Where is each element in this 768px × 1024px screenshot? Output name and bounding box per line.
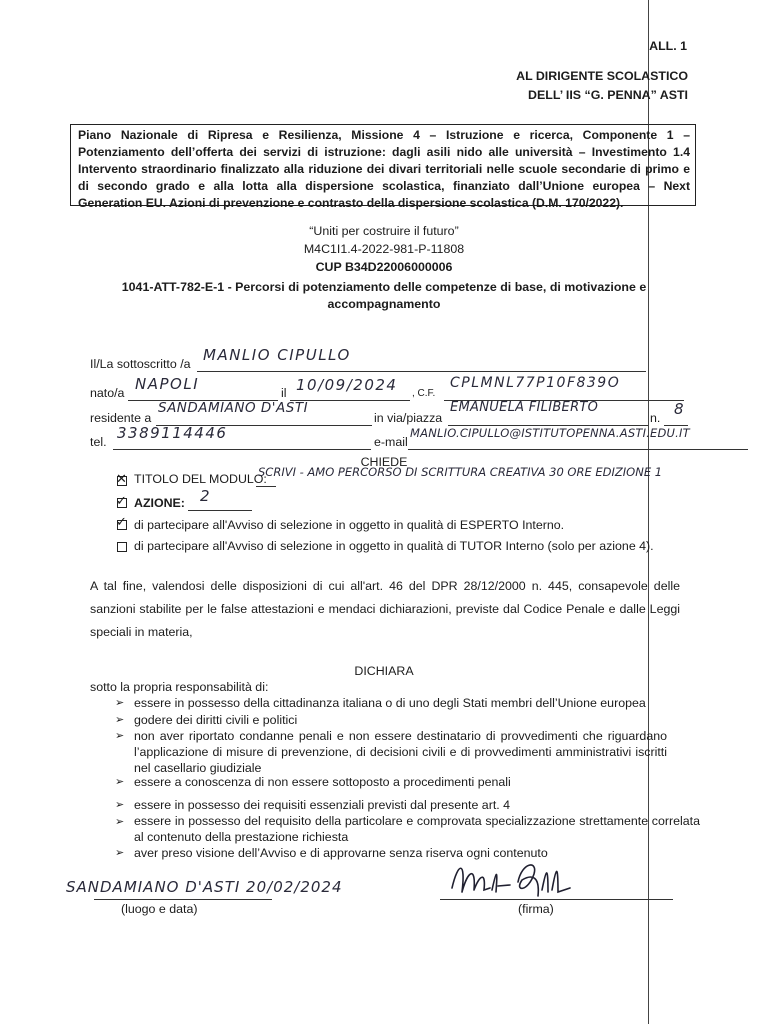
bullet-arrow-icon: ➢	[115, 697, 125, 709]
cf-label: , C.F.	[412, 388, 436, 399]
chiede-heading: CHIEDE	[360, 455, 408, 469]
residente-label: residente a	[90, 411, 152, 425]
dichiara-intro: sotto la propria responsabilità di:	[90, 680, 269, 694]
tel-underline	[113, 449, 371, 450]
bullet-arrow-icon: ➢	[115, 714, 125, 726]
bullet-arrow-icon: ➢	[115, 799, 125, 811]
titolo-check-mark: ✕	[116, 471, 127, 486]
residente-value[interactable]: SANDAMIANO D'ASTI	[158, 400, 309, 416]
azione-check-mark: ✓	[116, 493, 127, 508]
azione-value[interactable]: 2	[200, 487, 212, 505]
firma-label: (firma)	[518, 902, 554, 916]
project-title-line-2: accompagnamento	[327, 297, 441, 311]
pnrr-info-text: Piano Nazionale di Ripresa e Resilienza, Missione 4 – Istruzione e ricerca, Componente 1 – Potenziamento dell’offerta dei servizi di istruzione: dagli asili nido alle università – Investimento 1.4 Intervento straordinario finalizzato alla riduzione dei divari territoriali nelle scuole secondarie di primo e di secondo grado e alla lotta alla dispersione scolastica, finanziato dall’Unione europea – Next Generation EU. Azioni di prevenzione e contrasto della dispersione scolastica (D.M. 170/2022).	[78, 128, 690, 210]
option-tutor: di partecipare all'Avviso di selezione in oggetto in qualità di TUTOR Interno (solo per azione 4).	[134, 539, 654, 553]
cf-value[interactable]: CPLMNL77P10F839O	[450, 375, 621, 391]
via-label: in via/piazza	[374, 411, 443, 425]
il-label: il	[281, 386, 287, 400]
project-cup: CUP B34D22006000006	[315, 260, 453, 274]
nato-value[interactable]: NAPOLI	[135, 375, 200, 393]
declaration-paragraph: A tal fine, valendosi delle disposizioni di cui all'art. 46 del DPR 28/12/2000 n. 445, consapevole delle sanzioni stabilite per le false attestazioni e mendaci dichiarazioni, previste dal Codice Penale e dalle Leggi speciali in materia,	[90, 579, 680, 639]
project-title-line-1: 1041-ATT-782-E-1 - Percorsi di potenziamento delle competenze di base, di motivazione e	[121, 280, 647, 294]
place-date-label: (luogo e data)	[121, 902, 198, 916]
esperto-check-mark: ✓	[116, 514, 127, 529]
email-label: e-mail	[374, 435, 408, 449]
dichiara-item: aver preso visione dell’Avviso e di approvarne senza riserva ogni contenuto	[134, 846, 548, 860]
dichiara-item: essere in possesso dei requisiti essenziali previsti dal presente art. 4	[134, 798, 511, 812]
titolo-value[interactable]: SCRIVI - AMO PERCORSO DI SCRITTURA CREATIVA 30 ORE EDIZIONE 1	[258, 465, 663, 479]
bullet-arrow-icon: ➢	[115, 730, 125, 742]
dichiara-item: godere dei diritti civili e politici	[134, 713, 298, 727]
titolo-label: TITOLO DEL MODULO:	[134, 472, 267, 486]
tutor-checkbox[interactable]	[117, 542, 127, 552]
dichiara-item: essere in possesso della cittadinanza italiana o di uno degli Stati membri dell’Unione europea	[134, 696, 646, 710]
dichiara-item: essere in possesso del requisito della particolare e comprovata specializzazione strettamente correlata al contenuto della prestazione richiesta	[134, 814, 700, 844]
recipient-line-1: AL DIRIGENTE SCOLASTICO	[516, 69, 688, 83]
dichiara-item: non aver riportato condanne penali e non essere destinatario di provvedimenti che riguardano l’applicazione di misure di prevenzione, di decisioni civili e di provvedimenti amministrativi iscritti nel casellario giudiziale	[134, 729, 667, 775]
dichiara-heading: DICHIARA	[354, 664, 414, 678]
numero-label: n.	[650, 411, 661, 425]
recipient-line-2: DELL’ IIS “G. PENNA” ASTI	[528, 88, 688, 102]
place-date-value[interactable]: SANDAMIANO D'ASTI 20/02/2024	[66, 878, 343, 896]
il-value[interactable]: 10/09/2024	[296, 376, 398, 394]
bullet-arrow-icon: ➢	[115, 816, 125, 828]
azione-underline	[188, 510, 252, 511]
project-code: M4C1I1.4-2022-981-P-11808	[303, 242, 465, 256]
numero-value[interactable]: 8	[674, 400, 686, 418]
attachment-label: ALL. 1	[649, 39, 687, 53]
titolo-underline	[256, 486, 276, 487]
email-value[interactable]: MANLIO.CIPULLO@ISTITUTOPENNA.ASTI.EDU.IT	[410, 426, 690, 440]
tel-label: tel.	[90, 435, 107, 449]
place-date-underline	[94, 899, 272, 900]
sottoscritto-value[interactable]: MANLIO CIPULLO	[203, 346, 351, 364]
bullet-arrow-icon: ➢	[115, 776, 125, 788]
sottoscritto-label: Il/La sottoscritto /a	[90, 357, 191, 371]
dichiara-item: essere a conoscenza di non essere sottoposto a procedimenti penali	[134, 775, 511, 789]
azione-label: AZIONE:	[134, 496, 185, 510]
sottoscritto-underline	[197, 371, 646, 372]
via-value[interactable]: EMANUELA FILIBERTO	[450, 400, 599, 415]
option-esperto: di partecipare all'Avviso di selezione in oggetto in qualità di ESPERTO Interno.	[134, 518, 565, 532]
signature-underline	[440, 899, 673, 900]
email-underline	[408, 449, 748, 450]
nato-label: nato/a	[90, 386, 125, 400]
tel-value[interactable]: 3389114446	[117, 424, 228, 442]
signature	[448, 852, 578, 902]
project-motto: “Uniti per costruire il futuro”	[309, 224, 459, 238]
bullet-arrow-icon: ➢	[115, 847, 125, 859]
